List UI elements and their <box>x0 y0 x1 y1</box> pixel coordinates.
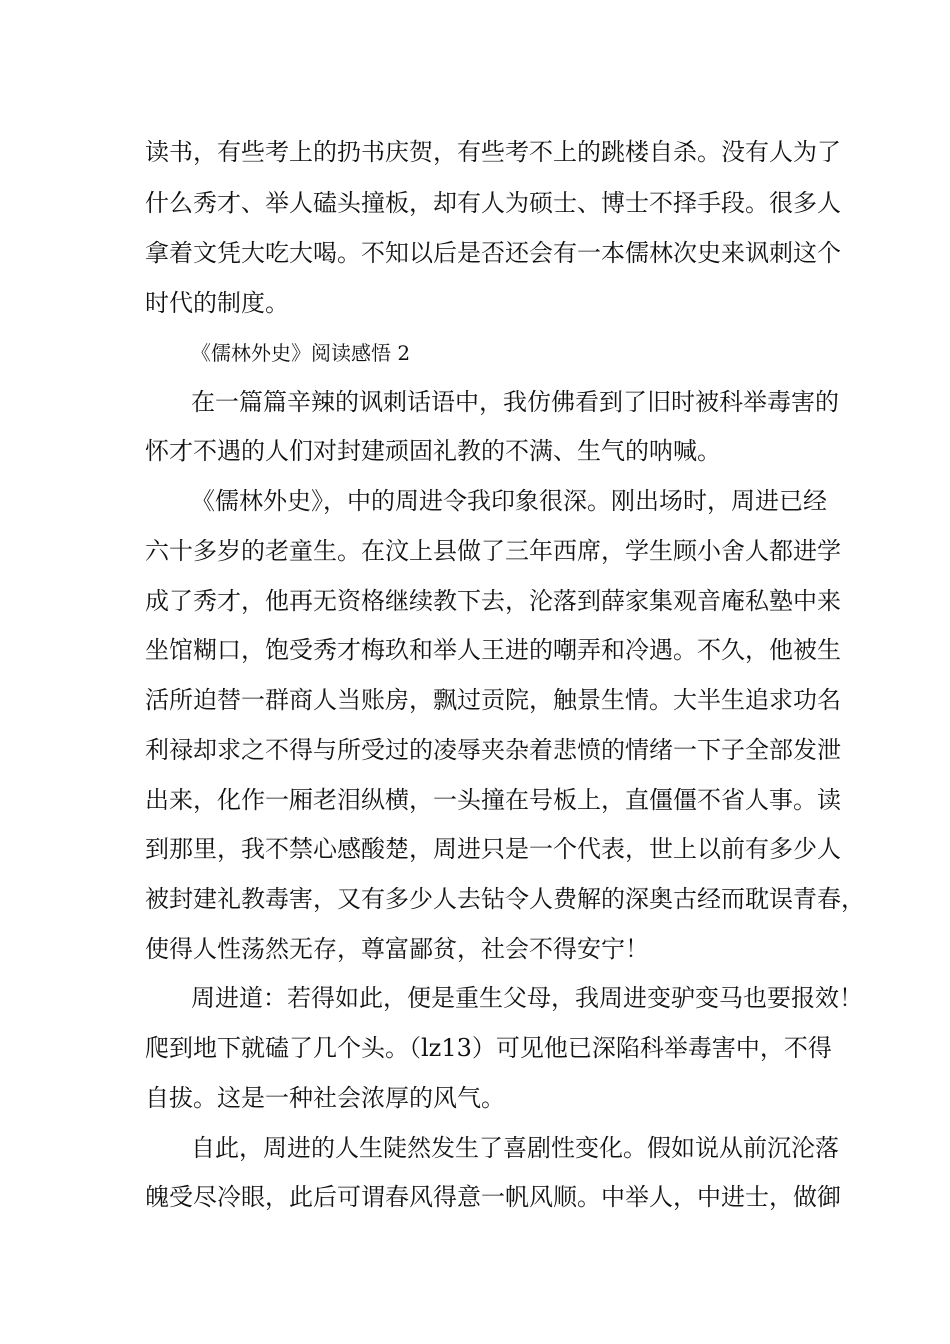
text-line: 被封建礼教毒害，又有多少人去钻令人费解的深奥古经而耽误青春， <box>145 885 865 913</box>
text-line: 出来，化作一厢老泪纵横，一头撞在号板上，直僵僵不省人事。读 <box>145 786 841 814</box>
text-line: 利禄却求之不得与所受过的凌辱夹杂着悲愤的情绪一下子全部发泄 <box>145 736 841 764</box>
text-line: 使得人性荡然无存，尊富鄙贫，社会不得安宁！ <box>145 935 649 963</box>
text-line: 自拔。这是一种社会浓厚的风气。 <box>145 1084 505 1112</box>
text-line: 周进道：若得如此，便是重生父母，我周进变驴变马也要报效！ <box>191 984 863 1012</box>
text-line: 坐馆糊口，饱受秀才梅玖和举人王进的嘲弄和冷遇。不久，他被生 <box>145 636 841 664</box>
text-line: 读书，有些考上的扔书庆贺，有些考不上的跳楼自杀。没有人为了 <box>145 138 841 166</box>
text-line: 魄受尽冷眼，此后可谓春风得意一帆风顺。中举人，中进士，做御 <box>145 1183 841 1211</box>
text-line: 什么秀才、举人磕头撞板，却有人为硕士、博士不择手段。很多人 <box>145 189 841 217</box>
text-line: 自此，周进的人生陡然发生了喜剧性变化。假如说从前沉沦落 <box>191 1134 839 1162</box>
text-line: 《儒林外史》，中的周进令我印象很深。刚出场时，周进已经 <box>191 487 827 515</box>
text-line: 时代的制度。 <box>145 289 289 317</box>
section-heading: 《儒林外史》阅读感悟 2 <box>191 341 411 365</box>
text-line: 爬到地下就磕了几个头。（lz13）可见他已深陷科举毒害中，不得 <box>145 1034 832 1062</box>
text-line: 在一篇篇辛辣的讽刺话语中，我仿佛看到了旧时被科举毒害的 <box>191 388 839 416</box>
text-line: 活所迫替一群商人当账房，飘过贡院，触景生情。大半生追求功名 <box>145 686 841 714</box>
text-line: 六十多岁的老童生。在汶上县做了三年西席，学生顾小舍人都进学 <box>145 537 841 565</box>
text-line: 到那里，我不禁心感酸楚，周进只是一个代表，世上以前有多少人 <box>145 835 841 863</box>
text-line: 成了秀才，他再无资格继续教下去，沦落到薛家集观音庵私塾中来 <box>145 587 841 615</box>
text-line: 怀才不遇的人们对封建顽固礼教的不满、生气的呐喊。 <box>145 437 721 465</box>
text-line: 拿着文凭大吃大喝。不知以后是否还会有一本儒林次史来讽刺这个 <box>145 239 841 267</box>
